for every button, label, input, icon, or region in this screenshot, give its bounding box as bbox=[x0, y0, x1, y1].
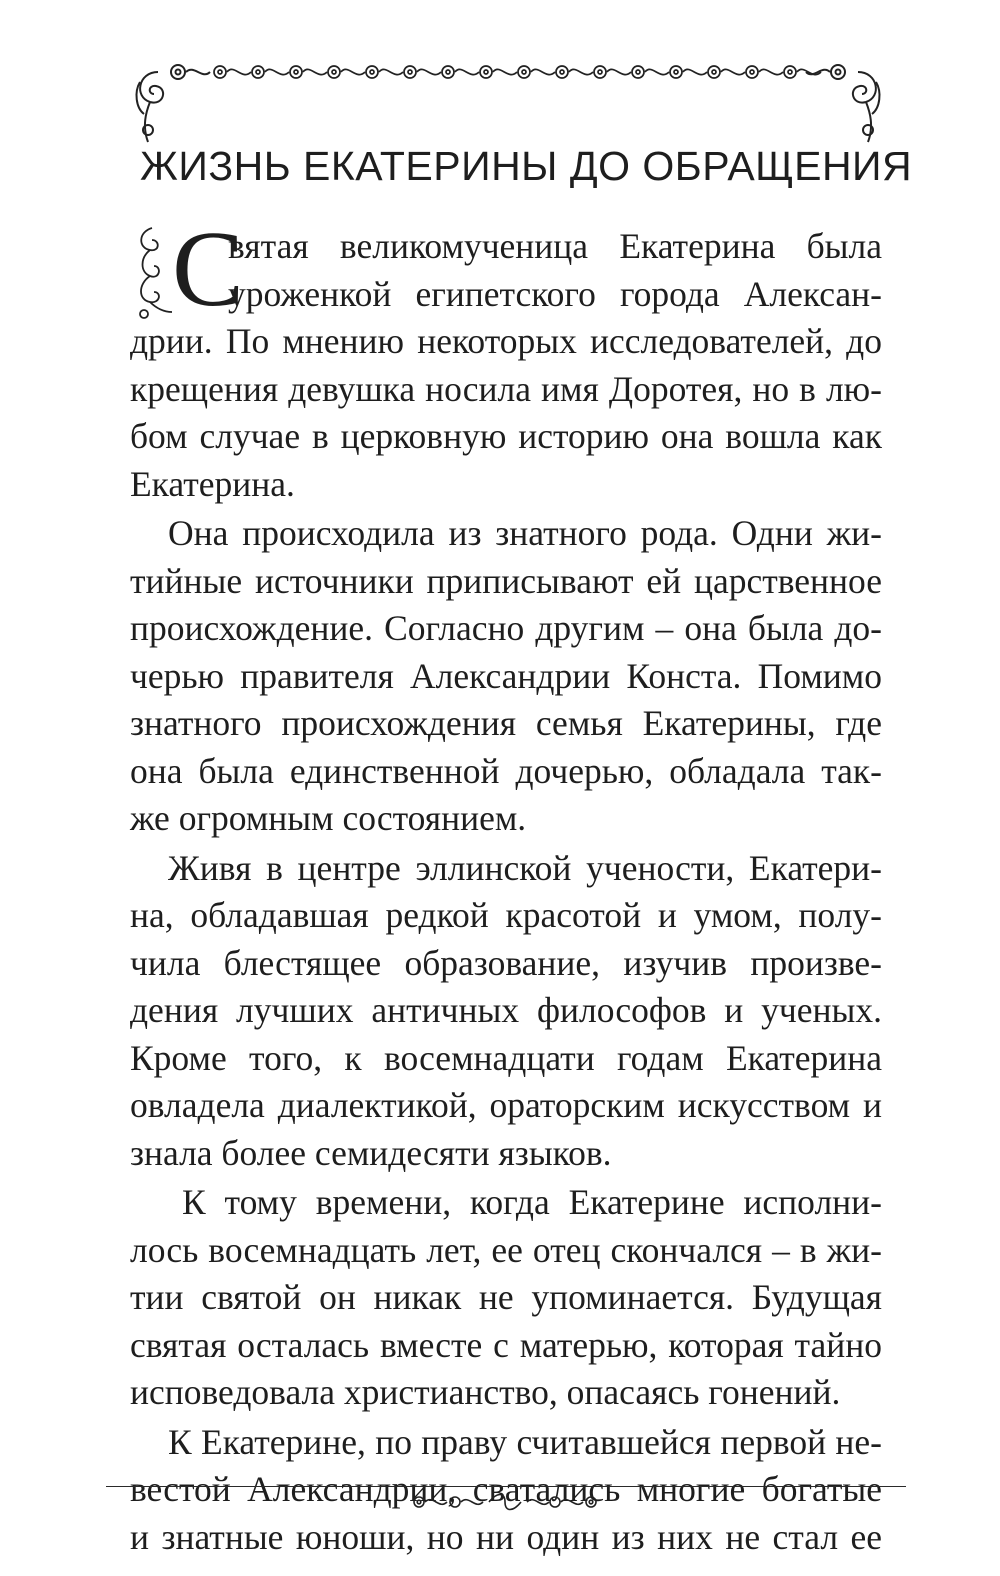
text-line: тии святой он никак не упоминается. Будущая bbox=[130, 1277, 882, 1317]
paragraph bbox=[130, 845, 882, 1178]
text-line: овладела диалектикой, ораторским искусством и bbox=[130, 1085, 882, 1125]
text-line: исповедовала христианство, опасаясь гонений. bbox=[130, 1372, 841, 1412]
text-line: происхождение. Согласно другим – она была до- bbox=[130, 608, 882, 648]
footer-rule bbox=[106, 1486, 906, 1487]
paragraph bbox=[130, 510, 882, 843]
dropcap-letter: С bbox=[172, 210, 245, 329]
text-line: бом случае в церковную историю она вошла как bbox=[130, 416, 882, 456]
footer-ornament-icon bbox=[405, 1490, 605, 1514]
text-line: Екатерина. bbox=[130, 463, 295, 504]
chapter-title: ЖИЗНЬ ЕКАТЕРИНЫ ДО ОБРАЩЕНИЯ bbox=[140, 143, 913, 189]
text-line: уроженкой египетского города Алексан- bbox=[228, 273, 882, 314]
text-line: вестой Александрии, сватались многие богатые bbox=[130, 1469, 882, 1509]
text-line: же огромным состоянием. bbox=[130, 798, 527, 838]
paragraph bbox=[130, 1179, 882, 1417]
text-line: дения лучших античных философов и ученых. bbox=[130, 990, 882, 1030]
text-line: Кроме того, к восемнадцати годам Екатерина bbox=[130, 1037, 882, 1078]
text-line: лось восемнадцать лет, ее отец скончался – в жи- bbox=[130, 1229, 882, 1270]
text-line: крещения девушка носила имя Доротея, но в лю- bbox=[130, 368, 882, 409]
text-line: черью правителя Александрии Конста. Помимо bbox=[130, 655, 882, 696]
text-line: знатного происхождения семья Екатерины, где bbox=[130, 703, 882, 743]
text-line: знала более семидесяти языков. bbox=[130, 1132, 612, 1173]
paragraph bbox=[130, 223, 882, 508]
text-line: Она происходила из знатного рода. Одни жи- bbox=[168, 513, 882, 553]
text-line: и знатные юноши, но ни один из них не стал ее bbox=[130, 1516, 882, 1557]
text-line: она была единственной дочерью, обладала так- bbox=[130, 750, 882, 791]
text-line: К Екатерине, по праву считавшейся первой не- bbox=[168, 1421, 882, 1462]
text-line: Живя в центре эллинской учености, Екатери- bbox=[168, 847, 882, 888]
text-line: чила блестящее образование, изучив произве- bbox=[130, 942, 882, 983]
text-line: дрии. По мнению некоторых исследователей, до bbox=[130, 321, 882, 361]
text-line: тийные источники приписывают ей царственное bbox=[130, 560, 882, 601]
text-line: К тому времени, когда Екатерине исполни- bbox=[182, 1182, 882, 1222]
body-text bbox=[130, 223, 882, 1561]
text-line: вятая великомученица Екатерина была bbox=[228, 226, 882, 266]
text-line: святая осталась вместе с матерью, которая тайно bbox=[130, 1324, 882, 1365]
text-line: на, обладавшая редкой красотой и умом, полу- bbox=[130, 895, 882, 935]
